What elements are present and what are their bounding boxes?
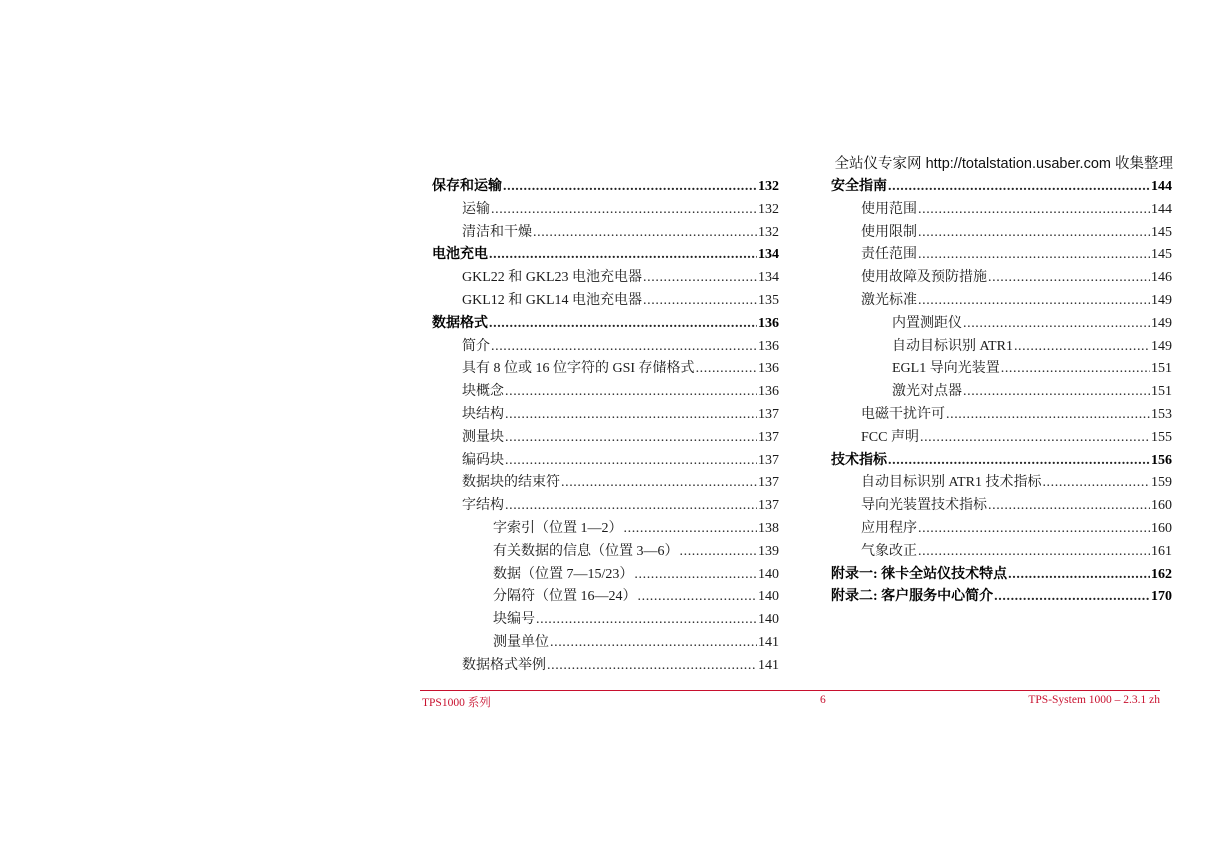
- toc-leader-dots: [536, 609, 757, 632]
- toc-entry[interactable]: [432, 518, 779, 541]
- toc-entry-page: 161: [1151, 543, 1172, 559]
- toc-leader-dots: [963, 313, 1150, 336]
- toc-entry[interactable]: [831, 495, 1172, 518]
- toc-entry[interactable]: [831, 564, 1172, 587]
- toc-entry-title: 清洁和干燥: [462, 224, 532, 240]
- toc-entry-title: 分隔符（位置 16—24）: [493, 589, 637, 605]
- toc-entry-title: 应用程序: [861, 520, 917, 536]
- toc-entry-title: 激光对点器: [892, 384, 962, 400]
- toc-entry-page: 134: [758, 247, 779, 263]
- toc-entry[interactable]: [432, 609, 779, 632]
- toc-entry-title: GKL12 和 GKL14 电池充电器: [462, 292, 643, 308]
- toc-entry-title: 测量单位: [493, 634, 549, 650]
- toc-entry-title: 保存和运输: [432, 179, 502, 194]
- toc-leader-dots: [505, 404, 757, 427]
- toc-entry[interactable]: [432, 564, 779, 587]
- toc-entry[interactable]: [831, 472, 1172, 495]
- toc-entry[interactable]: [831, 541, 1172, 564]
- toc-leader-dots: [918, 290, 1150, 313]
- toc-leader-dots: [888, 176, 1150, 199]
- footer-divider: [420, 690, 1160, 691]
- toc-entry[interactable]: [831, 404, 1172, 427]
- toc-entry[interactable]: [831, 586, 1172, 609]
- toc-leader-dots: [489, 244, 757, 267]
- toc-leader-dots: [561, 472, 757, 495]
- footer-series-label: TPS1000 系列: [422, 697, 491, 709]
- toc-entry-page: 160: [1151, 498, 1172, 514]
- toc-entry-title: 导向光装置技术指标: [861, 498, 987, 514]
- toc-entry-title: 测量块: [462, 429, 504, 445]
- toc-entry[interactable]: [432, 244, 779, 267]
- footer-document-id: TPS-System 1000 – 2.3.1 zh: [1028, 694, 1160, 706]
- toc-entry-title: 自动目标识别 ATR1 技术指标: [861, 475, 1042, 491]
- toc-left-column: [432, 176, 779, 678]
- toc-entry-page: 137: [758, 452, 779, 468]
- toc-entry-page: 137: [758, 475, 779, 491]
- toc-entry-page: 155: [1151, 429, 1172, 445]
- toc-entry[interactable]: [831, 267, 1172, 290]
- toc-leader-dots: [680, 541, 758, 564]
- toc-entry-page: 140: [758, 589, 779, 605]
- toc-entry[interactable]: [831, 450, 1172, 473]
- toc-entry[interactable]: [432, 495, 779, 518]
- toc-leader-dots: [1001, 358, 1150, 381]
- toc-leader-dots: [963, 381, 1150, 404]
- toc-entry[interactable]: [831, 427, 1172, 450]
- toc-entry-title: 使用范围: [861, 201, 917, 217]
- toc-leader-dots: [491, 336, 757, 359]
- toc-entry-page: 138: [758, 520, 779, 536]
- toc-entry-page: 141: [758, 657, 779, 673]
- toc-entry-page: 141: [758, 634, 779, 650]
- toc-entry[interactable]: [432, 358, 779, 381]
- toc-entry[interactable]: [831, 290, 1172, 313]
- toc-entry-title: 技术指标: [831, 452, 887, 468]
- toc-leader-dots: [918, 222, 1150, 245]
- toc-entry-title: 字结构: [462, 498, 504, 514]
- toc-entry[interactable]: [831, 518, 1172, 541]
- toc-entry-title: EGL1 导向光装置: [892, 361, 1000, 377]
- toc-entry[interactable]: [432, 176, 779, 199]
- toc-entry-page: 140: [758, 566, 779, 582]
- toc-leader-dots: [920, 427, 1150, 450]
- toc-entry-title: FCC 声明: [861, 429, 919, 445]
- toc-leader-dots: [505, 450, 757, 473]
- toc-entry[interactable]: [831, 336, 1172, 359]
- toc-leader-dots: [547, 655, 757, 678]
- toc-leader-dots: [505, 495, 757, 518]
- toc-entry-title: 自动目标识别 ATR1: [892, 338, 1013, 354]
- toc-entry-title: 有关数据的信息（位置 3—6）: [493, 543, 679, 559]
- toc-entry-title: 激光标准: [861, 292, 917, 308]
- toc-entry-title: 块结构: [462, 406, 504, 422]
- toc-entry[interactable]: [432, 586, 779, 609]
- toc-entry-title: 附录一: 徕卡全站仪技术特点: [831, 566, 1008, 582]
- toc-entry-page: 145: [1151, 224, 1172, 240]
- toc-entry[interactable]: [432, 199, 779, 222]
- toc-entry-page: 144: [1151, 179, 1172, 194]
- toc-entry-page: 136: [758, 361, 779, 377]
- toc-entry-title: 内置测距仪: [892, 315, 962, 331]
- toc-entry[interactable]: [432, 450, 779, 473]
- toc-entry[interactable]: [432, 222, 779, 245]
- toc-entry-page: 149: [1151, 338, 1172, 354]
- toc-entry-title: 电磁干扰许可: [861, 406, 945, 422]
- toc-entry-page: 136: [758, 338, 779, 354]
- toc-entry-page: 162: [1151, 566, 1172, 582]
- toc-entry-title: 安全指南: [831, 179, 887, 194]
- toc-entry-page: 137: [758, 406, 779, 422]
- toc-leader-dots: [503, 176, 757, 199]
- toc-leader-dots: [1042, 472, 1150, 495]
- toc-entry-title: 电池充电: [432, 247, 488, 263]
- toc-entry-title: 数据块的结束符: [462, 475, 560, 491]
- toc-leader-dots: [643, 267, 757, 290]
- toc-entry-title: 字索引（位置 1—2）: [493, 520, 623, 536]
- toc-leader-dots: [918, 541, 1150, 564]
- toc-entry-page: 151: [1151, 384, 1172, 400]
- toc-right-column: [831, 176, 1172, 609]
- toc-entry-title: 气象改正: [861, 543, 917, 559]
- toc-leader-dots: [988, 267, 1150, 290]
- toc-entry-title: 块编号: [493, 612, 535, 628]
- footer-page-number: 6: [820, 694, 826, 706]
- toc-leader-dots: [533, 222, 757, 245]
- toc-entry[interactable]: [831, 313, 1172, 336]
- toc-entry-title: 数据格式: [432, 315, 488, 331]
- toc-entry[interactable]: [831, 199, 1172, 222]
- toc-entry[interactable]: [831, 176, 1172, 199]
- toc-entry[interactable]: [831, 358, 1172, 381]
- toc-leader-dots: [918, 244, 1150, 267]
- toc-entry-page: 135: [758, 292, 779, 308]
- toc-entry-page: 149: [1151, 292, 1172, 308]
- toc-leader-dots: [489, 313, 757, 336]
- toc-entry-page: 144: [1151, 201, 1172, 217]
- toc-entry-page: 153: [1151, 406, 1172, 422]
- toc-entry[interactable]: [831, 381, 1172, 404]
- toc-leader-dots: [888, 450, 1150, 473]
- toc-entry-title: 编码块: [462, 452, 504, 468]
- toc-entry-title: 数据格式举例: [462, 657, 546, 673]
- toc-entry-page: 156: [1151, 452, 1172, 468]
- toc-entry-title: 简介: [462, 338, 490, 354]
- toc-entry-title: 附录二: 客户服务中心简介: [831, 589, 994, 605]
- header-source-note: 全站仪专家网 http://totalstation.usaber.com 收集整理: [834, 156, 1173, 172]
- toc-entry[interactable]: [432, 541, 779, 564]
- toc-leader-dots: [505, 381, 757, 404]
- toc-entry[interactable]: [432, 290, 779, 313]
- toc-entry-title: 块概念: [462, 384, 504, 400]
- toc-entry-title: 使用限制: [861, 224, 917, 240]
- toc-entry-page: 137: [758, 498, 779, 514]
- toc-entry-title: 使用故障及预防措施: [861, 270, 987, 286]
- toc-entry-page: 145: [1151, 247, 1172, 263]
- toc-leader-dots: [634, 564, 757, 587]
- toc-leader-dots: [918, 518, 1150, 541]
- toc-entry-title: 具有 8 位或 16 位字符的 GSI 存储格式: [462, 361, 695, 377]
- toc-entry[interactable]: [831, 222, 1172, 245]
- toc-entry[interactable]: [432, 381, 779, 404]
- toc-entry[interactable]: [432, 404, 779, 427]
- toc-leader-dots: [491, 199, 757, 222]
- toc-entry[interactable]: [831, 244, 1172, 267]
- toc-leader-dots: [988, 495, 1150, 518]
- toc-entry-page: 159: [1151, 475, 1172, 491]
- toc-entry-title: 责任范围: [861, 247, 917, 263]
- toc-entry-page: 139: [758, 543, 779, 559]
- toc-entry-title: 数据（位置 7—15/23）: [493, 566, 634, 582]
- toc-entry-page: 149: [1151, 315, 1172, 331]
- toc-entry-title: 运输: [462, 201, 490, 217]
- toc-entry-page: 136: [758, 315, 779, 331]
- toc-entry-page: 140: [758, 612, 779, 628]
- toc-entry[interactable]: [432, 632, 779, 655]
- toc-leader-dots: [946, 404, 1150, 427]
- toc-leader-dots: [550, 632, 757, 655]
- toc-entry-page: 170: [1151, 589, 1172, 605]
- toc-entry-page: 134: [758, 270, 779, 286]
- toc-entry-title: GKL22 和 GKL23 电池充电器: [462, 270, 643, 286]
- toc-entry-page: 132: [758, 179, 779, 194]
- toc-leader-dots: [638, 586, 758, 609]
- toc-leader-dots: [696, 358, 757, 381]
- toc-leader-dots: [918, 199, 1150, 222]
- toc-leader-dots: [1008, 564, 1150, 587]
- toc-leader-dots: [994, 586, 1150, 609]
- toc-entry[interactable]: [432, 472, 779, 495]
- toc-entry-page: 137: [758, 429, 779, 445]
- toc-entry[interactable]: [432, 313, 779, 336]
- toc-entry-page: 151: [1151, 361, 1172, 377]
- toc-entry-page: 132: [758, 224, 779, 240]
- toc-leader-dots: [505, 427, 757, 450]
- toc-entry[interactable]: [432, 655, 779, 678]
- toc-entry-page: 132: [758, 201, 779, 217]
- toc-entry[interactable]: [432, 427, 779, 450]
- toc-leader-dots: [624, 518, 758, 541]
- toc-entry-page: 136: [758, 384, 779, 400]
- toc-entry-page: 146: [1151, 270, 1172, 286]
- toc-entry-page: 160: [1151, 520, 1172, 536]
- toc-entry[interactable]: [432, 336, 779, 359]
- toc-leader-dots: [643, 290, 757, 313]
- toc-leader-dots: [1014, 336, 1150, 359]
- toc-entry[interactable]: [432, 267, 779, 290]
